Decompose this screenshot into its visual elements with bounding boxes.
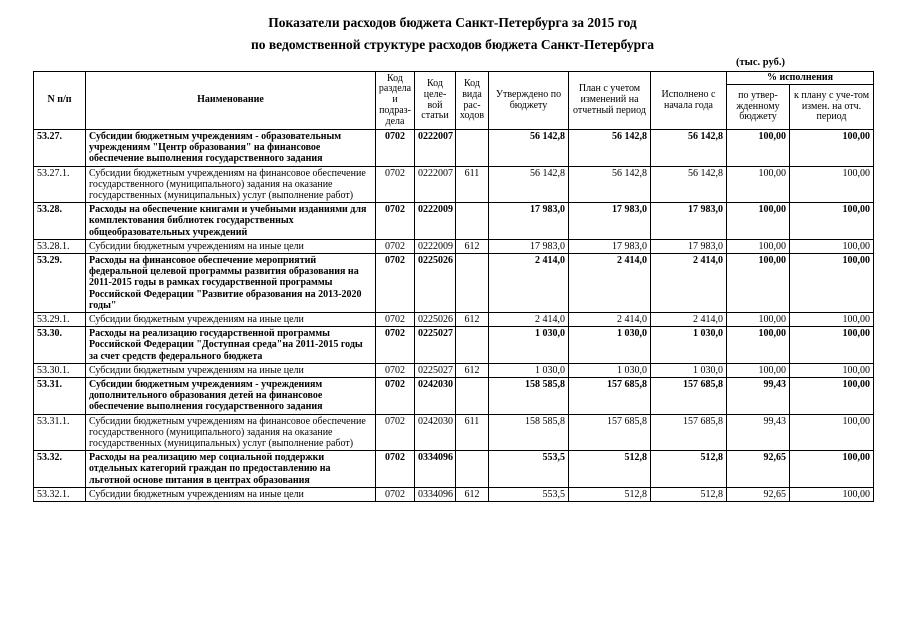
col-header-pct-plan: к плану с уче-том измен. на отч. период xyxy=(790,85,874,130)
row-vid: 612 xyxy=(456,487,489,501)
row-pct-approved: 100,00 xyxy=(727,313,790,327)
row-name: Расходы на финансовое обеспечение мероприятий федеральной целевой программы развития образования на 2011-2015 годы в рамках государственной программы Российской Федерации "Развитие образования на 2013-2020 годы" xyxy=(86,254,376,313)
row-vid: 612 xyxy=(456,239,489,253)
row-statia: 0242030 xyxy=(415,414,456,451)
row-num: 53.30. xyxy=(34,327,86,364)
table-row xyxy=(34,166,874,203)
row-executed: 2 414,0 xyxy=(651,254,727,313)
row-approved: 1 030,0 xyxy=(489,327,569,364)
row-executed: 157 685,8 xyxy=(651,378,727,415)
row-plan: 17 983,0 xyxy=(569,239,651,253)
row-vid: 611 xyxy=(456,414,489,451)
table-row xyxy=(34,451,874,488)
row-num: 53.28. xyxy=(34,203,86,240)
row-approved: 56 142,8 xyxy=(489,130,569,167)
row-pct-approved: 92,65 xyxy=(727,487,790,501)
row-executed: 17 983,0 xyxy=(651,203,727,240)
row-statia: 0334096 xyxy=(415,451,456,488)
col-header-razdel: Код раздела и подраз-дела xyxy=(376,72,415,130)
row-pct-plan: 100,00 xyxy=(790,130,874,167)
row-num: 53.28.1. xyxy=(34,239,86,253)
row-executed: 1 030,0 xyxy=(651,327,727,364)
row-razdel: 0702 xyxy=(376,363,415,377)
row-pct-plan: 100,00 xyxy=(790,378,874,415)
row-approved: 2 414,0 xyxy=(489,313,569,327)
row-name: Субсидии бюджетным учреждениям на иные цели xyxy=(86,313,376,327)
row-razdel: 0702 xyxy=(376,327,415,364)
row-vid: 611 xyxy=(456,166,489,203)
row-pct-approved: 99,43 xyxy=(727,414,790,451)
table-row xyxy=(34,203,874,240)
row-num: 53.27.1. xyxy=(34,166,86,203)
row-name: Расходы на обеспечение книгами и учебными изданиями для комплектования библиотек государственных общеобразовательных учреждений xyxy=(86,203,376,240)
table-row xyxy=(34,254,874,313)
row-approved: 553,5 xyxy=(489,451,569,488)
row-name: Субсидии бюджетным учреждениям на финансовое обеспечение государственного (муниципального) задания на оказание государственных (муниципальных) услуг (выполнение работ) xyxy=(86,166,376,203)
budget-table xyxy=(33,71,874,502)
row-razdel: 0702 xyxy=(376,378,415,415)
row-pct-approved: 100,00 xyxy=(727,203,790,240)
table-body xyxy=(34,130,874,502)
row-executed: 17 983,0 xyxy=(651,239,727,253)
row-name: Субсидии бюджетным учреждениям - образовательным учреждениям "Центр образования" на финансовое обеспечение выполнения государственного задания xyxy=(86,130,376,167)
row-executed: 56 142,8 xyxy=(651,130,727,167)
row-razdel: 0702 xyxy=(376,203,415,240)
row-num: 53.30.1. xyxy=(34,363,86,377)
row-razdel: 0702 xyxy=(376,313,415,327)
row-pct-plan: 100,00 xyxy=(790,313,874,327)
row-approved: 158 585,8 xyxy=(489,414,569,451)
col-header-plan: План с учетом изменений на отчетный период xyxy=(569,72,651,130)
col-header-executed: Исполнено с начала года xyxy=(651,72,727,130)
row-executed: 56 142,8 xyxy=(651,166,727,203)
row-pct-plan: 100,00 xyxy=(790,327,874,364)
units-label: (тыс. руб.) xyxy=(736,57,785,68)
table-row xyxy=(34,414,874,451)
row-pct-plan: 100,00 xyxy=(790,203,874,240)
row-statia: 0242030 xyxy=(415,378,456,415)
row-pct-approved: 100,00 xyxy=(727,327,790,364)
row-name: Субсидии бюджетным учреждениям на иные цели xyxy=(86,487,376,501)
row-plan: 2 414,0 xyxy=(569,313,651,327)
row-approved: 2 414,0 xyxy=(489,254,569,313)
row-razdel: 0702 xyxy=(376,487,415,501)
row-name: Расходы на реализацию мер социальной поддержки отдельных категорий граждан по предоставлению на льготной основе питания в центрах образования xyxy=(86,451,376,488)
row-razdel: 0702 xyxy=(376,414,415,451)
row-vid: 612 xyxy=(456,313,489,327)
row-statia: 0225027 xyxy=(415,327,456,364)
row-num: 53.32. xyxy=(34,451,86,488)
row-pct-plan: 100,00 xyxy=(790,254,874,313)
col-header-name: Наименование xyxy=(86,72,376,130)
row-razdel: 0702 xyxy=(376,166,415,203)
row-statia: 0222007 xyxy=(415,166,456,203)
row-executed: 512,8 xyxy=(651,451,727,488)
row-plan: 512,8 xyxy=(569,487,651,501)
row-plan: 56 142,8 xyxy=(569,166,651,203)
row-razdel: 0702 xyxy=(376,451,415,488)
page-subtitle: по ведомственной структуре расходов бюджета Санкт-Петербурга xyxy=(250,37,655,52)
row-pct-approved: 100,00 xyxy=(727,166,790,203)
row-name: Субсидии бюджетным учреждениям на иные цели xyxy=(86,239,376,253)
row-pct-plan: 100,00 xyxy=(790,166,874,203)
row-plan: 2 414,0 xyxy=(569,254,651,313)
table-row xyxy=(34,239,874,253)
row-pct-plan: 100,00 xyxy=(790,414,874,451)
row-statia: 0222009 xyxy=(415,239,456,253)
table-row xyxy=(34,487,874,501)
row-pct-plan: 100,00 xyxy=(790,363,874,377)
table-row xyxy=(34,363,874,377)
col-header-vid: Код вида рас-ходов xyxy=(456,72,489,130)
row-pct-approved: 92,65 xyxy=(727,451,790,488)
row-pct-approved: 100,00 xyxy=(727,239,790,253)
row-plan: 17 983,0 xyxy=(569,203,651,240)
row-statia: 0225026 xyxy=(415,254,456,313)
row-pct-approved: 100,00 xyxy=(727,130,790,167)
row-name: Расходы на реализацию государственной программы Российской Федерации "Доступная среда"на 2011-2015 годы за счет средств федерального бюджета xyxy=(86,327,376,364)
row-plan: 512,8 xyxy=(569,451,651,488)
row-razdel: 0702 xyxy=(376,254,415,313)
page-title: Показатели расходов бюджета Санкт-Петербурга за 2015 год xyxy=(268,15,637,30)
row-vid xyxy=(456,203,489,240)
row-executed: 2 414,0 xyxy=(651,313,727,327)
row-plan: 1 030,0 xyxy=(569,327,651,364)
row-vid xyxy=(456,130,489,167)
row-approved: 1 030,0 xyxy=(489,363,569,377)
row-num: 53.31.1. xyxy=(34,414,86,451)
row-razdel: 0702 xyxy=(376,239,415,253)
row-approved: 17 983,0 xyxy=(489,239,569,253)
row-pct-plan: 100,00 xyxy=(790,239,874,253)
row-approved: 56 142,8 xyxy=(489,166,569,203)
row-vid: 612 xyxy=(456,363,489,377)
row-executed: 1 030,0 xyxy=(651,363,727,377)
row-pct-plan: 100,00 xyxy=(790,451,874,488)
row-vid xyxy=(456,451,489,488)
row-num: 53.31. xyxy=(34,378,86,415)
row-approved: 553,5 xyxy=(489,487,569,501)
row-pct-plan: 100,00 xyxy=(790,487,874,501)
row-num: 53.27. xyxy=(34,130,86,167)
row-statia: 0222007 xyxy=(415,130,456,167)
row-num: 53.29. xyxy=(34,254,86,313)
row-razdel: 0702 xyxy=(376,130,415,167)
col-header-statia: Код целе-вой статьи xyxy=(415,72,456,130)
row-num: 53.29.1. xyxy=(34,313,86,327)
col-header-pct-group: % исполнения xyxy=(727,72,874,85)
row-approved: 17 983,0 xyxy=(489,203,569,240)
row-statia: 0334096 xyxy=(415,487,456,501)
col-header-pct-approved: по утвер-жденному бюджету xyxy=(727,85,790,130)
row-name: Субсидии бюджетным учреждениям на финансовое обеспечение государственного (муниципального) задания на оказание государственных (муниципальных) услуг (выполнение работ) xyxy=(86,414,376,451)
row-executed: 157 685,8 xyxy=(651,414,727,451)
row-name: Субсидии бюджетным учреждениям - учреждениям дополнительного образования детей на финансовое обеспечение выполнения государственного задания xyxy=(86,378,376,415)
table-row xyxy=(34,130,874,167)
table-row xyxy=(34,327,874,364)
row-plan: 157 685,8 xyxy=(569,378,651,415)
row-vid xyxy=(456,254,489,313)
row-statia: 0225026 xyxy=(415,313,456,327)
row-plan: 157 685,8 xyxy=(569,414,651,451)
table-row xyxy=(34,313,874,327)
row-pct-approved: 99,43 xyxy=(727,378,790,415)
row-statia: 0222009 xyxy=(415,203,456,240)
row-plan: 1 030,0 xyxy=(569,363,651,377)
row-plan: 56 142,8 xyxy=(569,130,651,167)
row-pct-approved: 100,00 xyxy=(727,254,790,313)
row-num: 53.32.1. xyxy=(34,487,86,501)
row-vid xyxy=(456,378,489,415)
row-approved: 158 585,8 xyxy=(489,378,569,415)
row-vid xyxy=(456,327,489,364)
col-header-num: N п/п xyxy=(34,72,86,130)
col-header-approved: Утверждено по бюджету xyxy=(489,72,569,130)
row-pct-approved: 100,00 xyxy=(727,363,790,377)
row-executed: 512,8 xyxy=(651,487,727,501)
table-row xyxy=(34,378,874,415)
row-statia: 0225027 xyxy=(415,363,456,377)
row-name: Субсидии бюджетным учреждениям на иные цели xyxy=(86,363,376,377)
